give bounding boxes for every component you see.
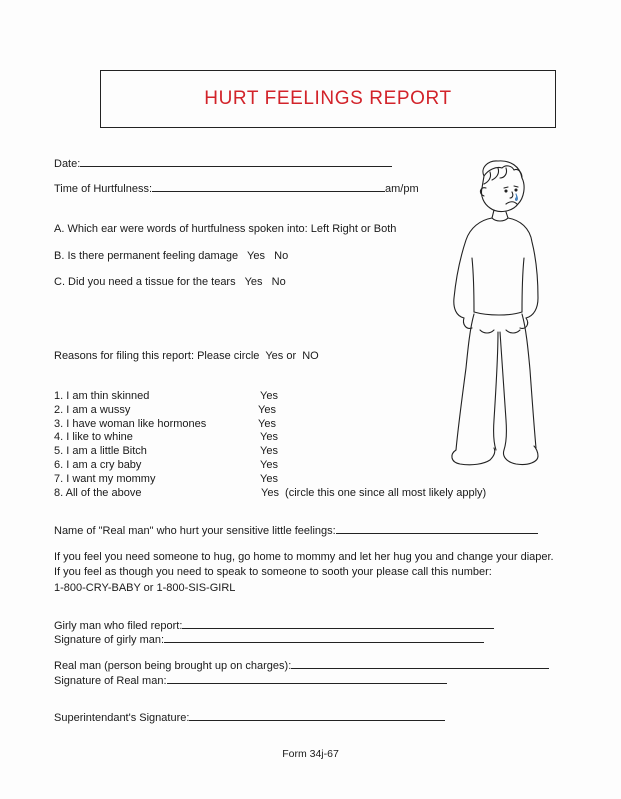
- girly-filed-field[interactable]: [182, 619, 494, 629]
- girly-signature-label: Signature of girly man:: [54, 634, 165, 646]
- real-man-row: [54, 524, 538, 537]
- superintendent-label: Superintendant's Signature:: [54, 712, 190, 724]
- real-charges-row: [54, 659, 549, 672]
- reason-answer[interactable]: Yes (circle this one since all most likely apply): [261, 486, 487, 499]
- reason-text: 1. I am thin skinned: [54, 390, 150, 402]
- speak-text: If you feel as though you need to speak to someone to sooth your please call this number:: [54, 566, 492, 578]
- real-signature-field[interactable]: [167, 674, 447, 684]
- reason-text: 4. I like to whine: [54, 431, 133, 444]
- girly-filed-row: [54, 619, 494, 632]
- girly-filed-label: Girly man who filed report:: [54, 620, 183, 632]
- reason-text: 8. All of the above: [54, 486, 142, 499]
- reason-answer[interactable]: Yes: [260, 431, 278, 444]
- list-item: [54, 417, 276, 432]
- real-man-label: Name of "Real man" who hurt your sensitive little feelings:: [54, 525, 336, 537]
- reason-answer[interactable]: Yes: [258, 403, 276, 416]
- form-number: Form 34j-67: [282, 748, 339, 760]
- list-item: [54, 390, 278, 404]
- question-c: C. Did you need a tissue for the tears Yes No: [54, 276, 286, 288]
- superintendent-row: [54, 711, 445, 724]
- title-box: [100, 70, 556, 128]
- time-suffix: am/pm: [385, 183, 419, 195]
- reason-answer[interactable]: Yes: [260, 390, 278, 402]
- girly-signature-field[interactable]: [164, 633, 484, 643]
- superintendent-field[interactable]: [189, 711, 445, 721]
- reason-answer[interactable]: Yes: [260, 472, 278, 485]
- list-item: [54, 403, 276, 418]
- reason-text: 2. I am a wussy: [54, 403, 131, 416]
- reason-text: 5. I am a little Bitch: [54, 445, 147, 458]
- list-item: [54, 431, 278, 445]
- time-label: Time of Hurtfulness:: [54, 183, 153, 195]
- reasons-header: Reasons for filing this report: Please circle Yes or NO: [54, 350, 319, 362]
- time-row: [54, 182, 419, 195]
- reason-text: 7. I want my mommy: [54, 472, 156, 485]
- list-item: [54, 445, 278, 459]
- list-item: [54, 472, 278, 487]
- real-signature-label: Signature of Real man:: [54, 675, 167, 687]
- reasons-list: [54, 390, 487, 500]
- question-b: B. Is there permanent feeling damage Yes No: [54, 250, 289, 262]
- real-charges-label: Real man (person being brought up on charges):: [54, 660, 292, 672]
- reason-answer[interactable]: Yes: [260, 445, 278, 458]
- reason-answer[interactable]: Yes: [260, 458, 278, 471]
- date-label: Date:: [54, 158, 81, 170]
- real-man-field[interactable]: [336, 524, 538, 534]
- girly-signature-row: [54, 633, 484, 646]
- date-row: [54, 157, 392, 170]
- reason-answer[interactable]: Yes: [258, 417, 276, 430]
- reason-text: 3. I have woman like hormones: [54, 417, 207, 430]
- real-signature-row: [54, 674, 447, 687]
- sad-boy-illustration-icon: [440, 158, 540, 478]
- phone-text: 1-800-CRY-BABY or 1-800-SIS-GIRL: [54, 582, 236, 594]
- page-title: HURT FEELINGS REPORT: [204, 88, 452, 109]
- date-field[interactable]: [80, 157, 392, 167]
- list-item: [54, 486, 487, 501]
- list-item: [54, 458, 278, 473]
- reason-text: 6. I am a cry baby: [54, 458, 142, 471]
- real-charges-field[interactable]: [291, 659, 549, 669]
- hug-text: If you feel you need someone to hug, go home to mommy and let her hug you and change your diaper.: [54, 551, 554, 563]
- question-a: A. Which ear were words of hurtfulness spoken into: Left Right or Both: [54, 223, 397, 235]
- time-field[interactable]: [152, 182, 385, 192]
